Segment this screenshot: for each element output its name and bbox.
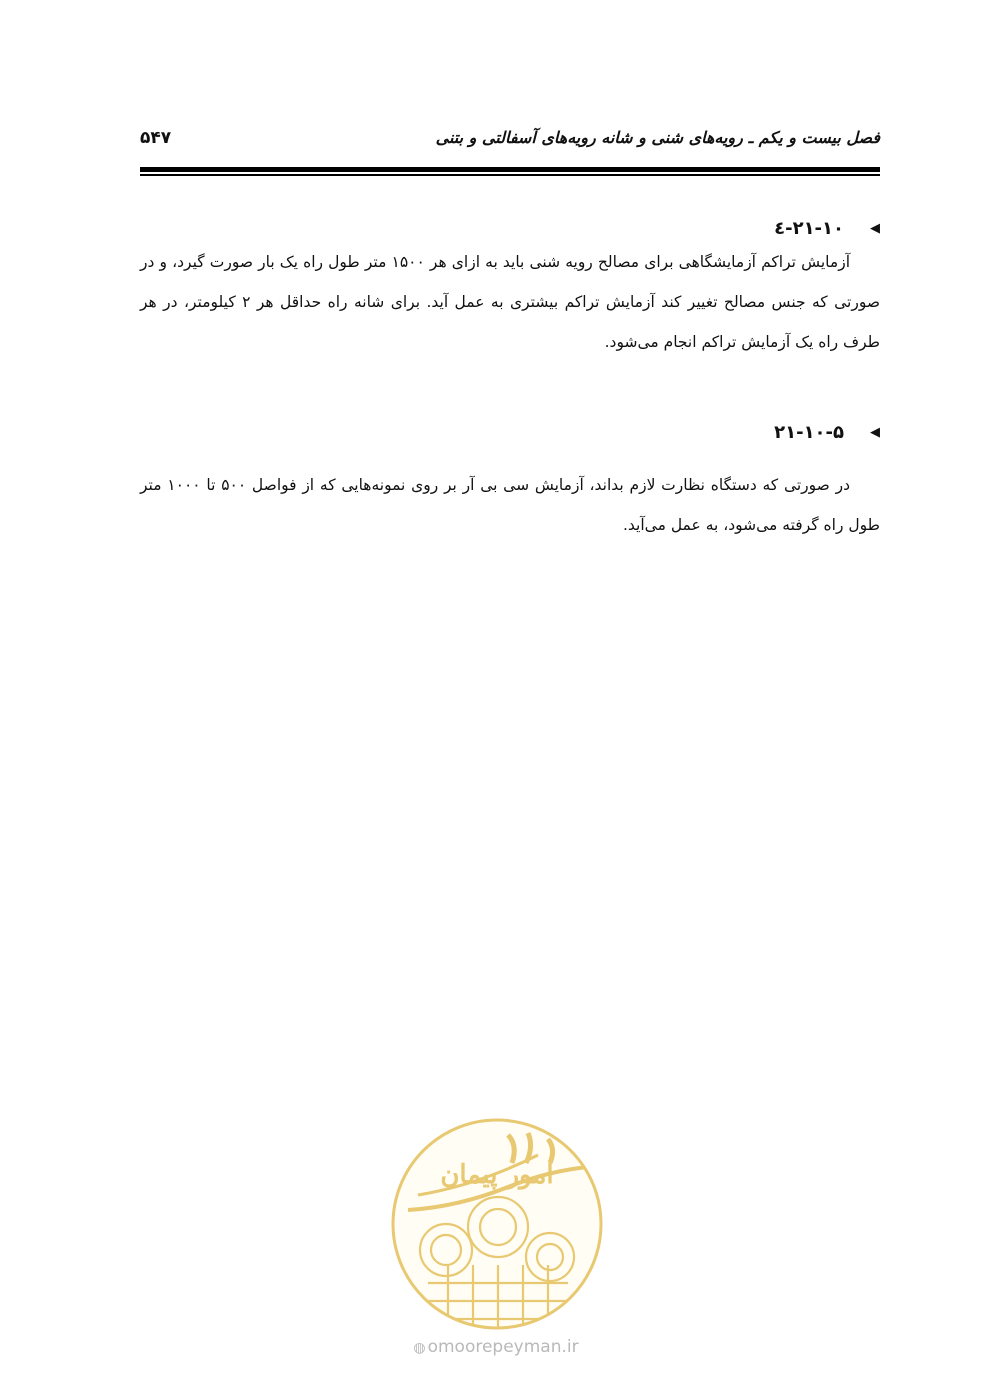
- watermark-url: [0, 1337, 992, 1357]
- section-heading-21-10-5: [774, 422, 880, 443]
- section-number: ۲۱-۱۰-۵: [774, 422, 844, 443]
- left-pointing-triangle-icon: ◀: [870, 221, 880, 236]
- section-heading-21-10-4: [774, 218, 880, 239]
- section-paragraph: آزمایش تراکم آزمایشگاهی برای مصالح رویه شنی باید به ازای هر ۱۵۰۰ متر طول راه یک بار صورت گیرد، و در صورتی که جنس مصالح تغییر کند آزمایش تراکم بیشتری به عمل آید. برای شانه راه حداقل هر ۲ کیلومتر، در هر طرف راه یک آزمایش تراکم انجام می‌شود.: [140, 253, 880, 351]
- omoorepeyman-seal-logo: [388, 1115, 606, 1333]
- globe-icon: ◍: [413, 1340, 426, 1356]
- section-paragraph: در صورتی که دستگاه نظارت لازم بداند، آزمایش سی بی آر بر روی نمونه‌هایی که از فواصل ۵۰۰ تا ۱۰۰۰ متر طول راه گرفته می‌شود، به عمل می‌آید.: [140, 476, 880, 534]
- section-number: ۲۱-۱۰-٤: [774, 218, 844, 239]
- seal-logo-text: امور پیمان: [440, 1160, 554, 1190]
- running-title: فصل بیست و یکم ـ رویه‌های شنی و شانه رویه‌های آسفالتی و بتنی: [435, 128, 880, 147]
- left-pointing-triangle-icon: ◀: [870, 425, 880, 440]
- header-rule-thin: [140, 174, 880, 176]
- page-number: ۵۴۷: [140, 128, 172, 148]
- page-header: [140, 128, 880, 168]
- header-rule-thick: [140, 167, 880, 172]
- watermark-url-text: omoorepeyman.ir: [427, 1337, 579, 1357]
